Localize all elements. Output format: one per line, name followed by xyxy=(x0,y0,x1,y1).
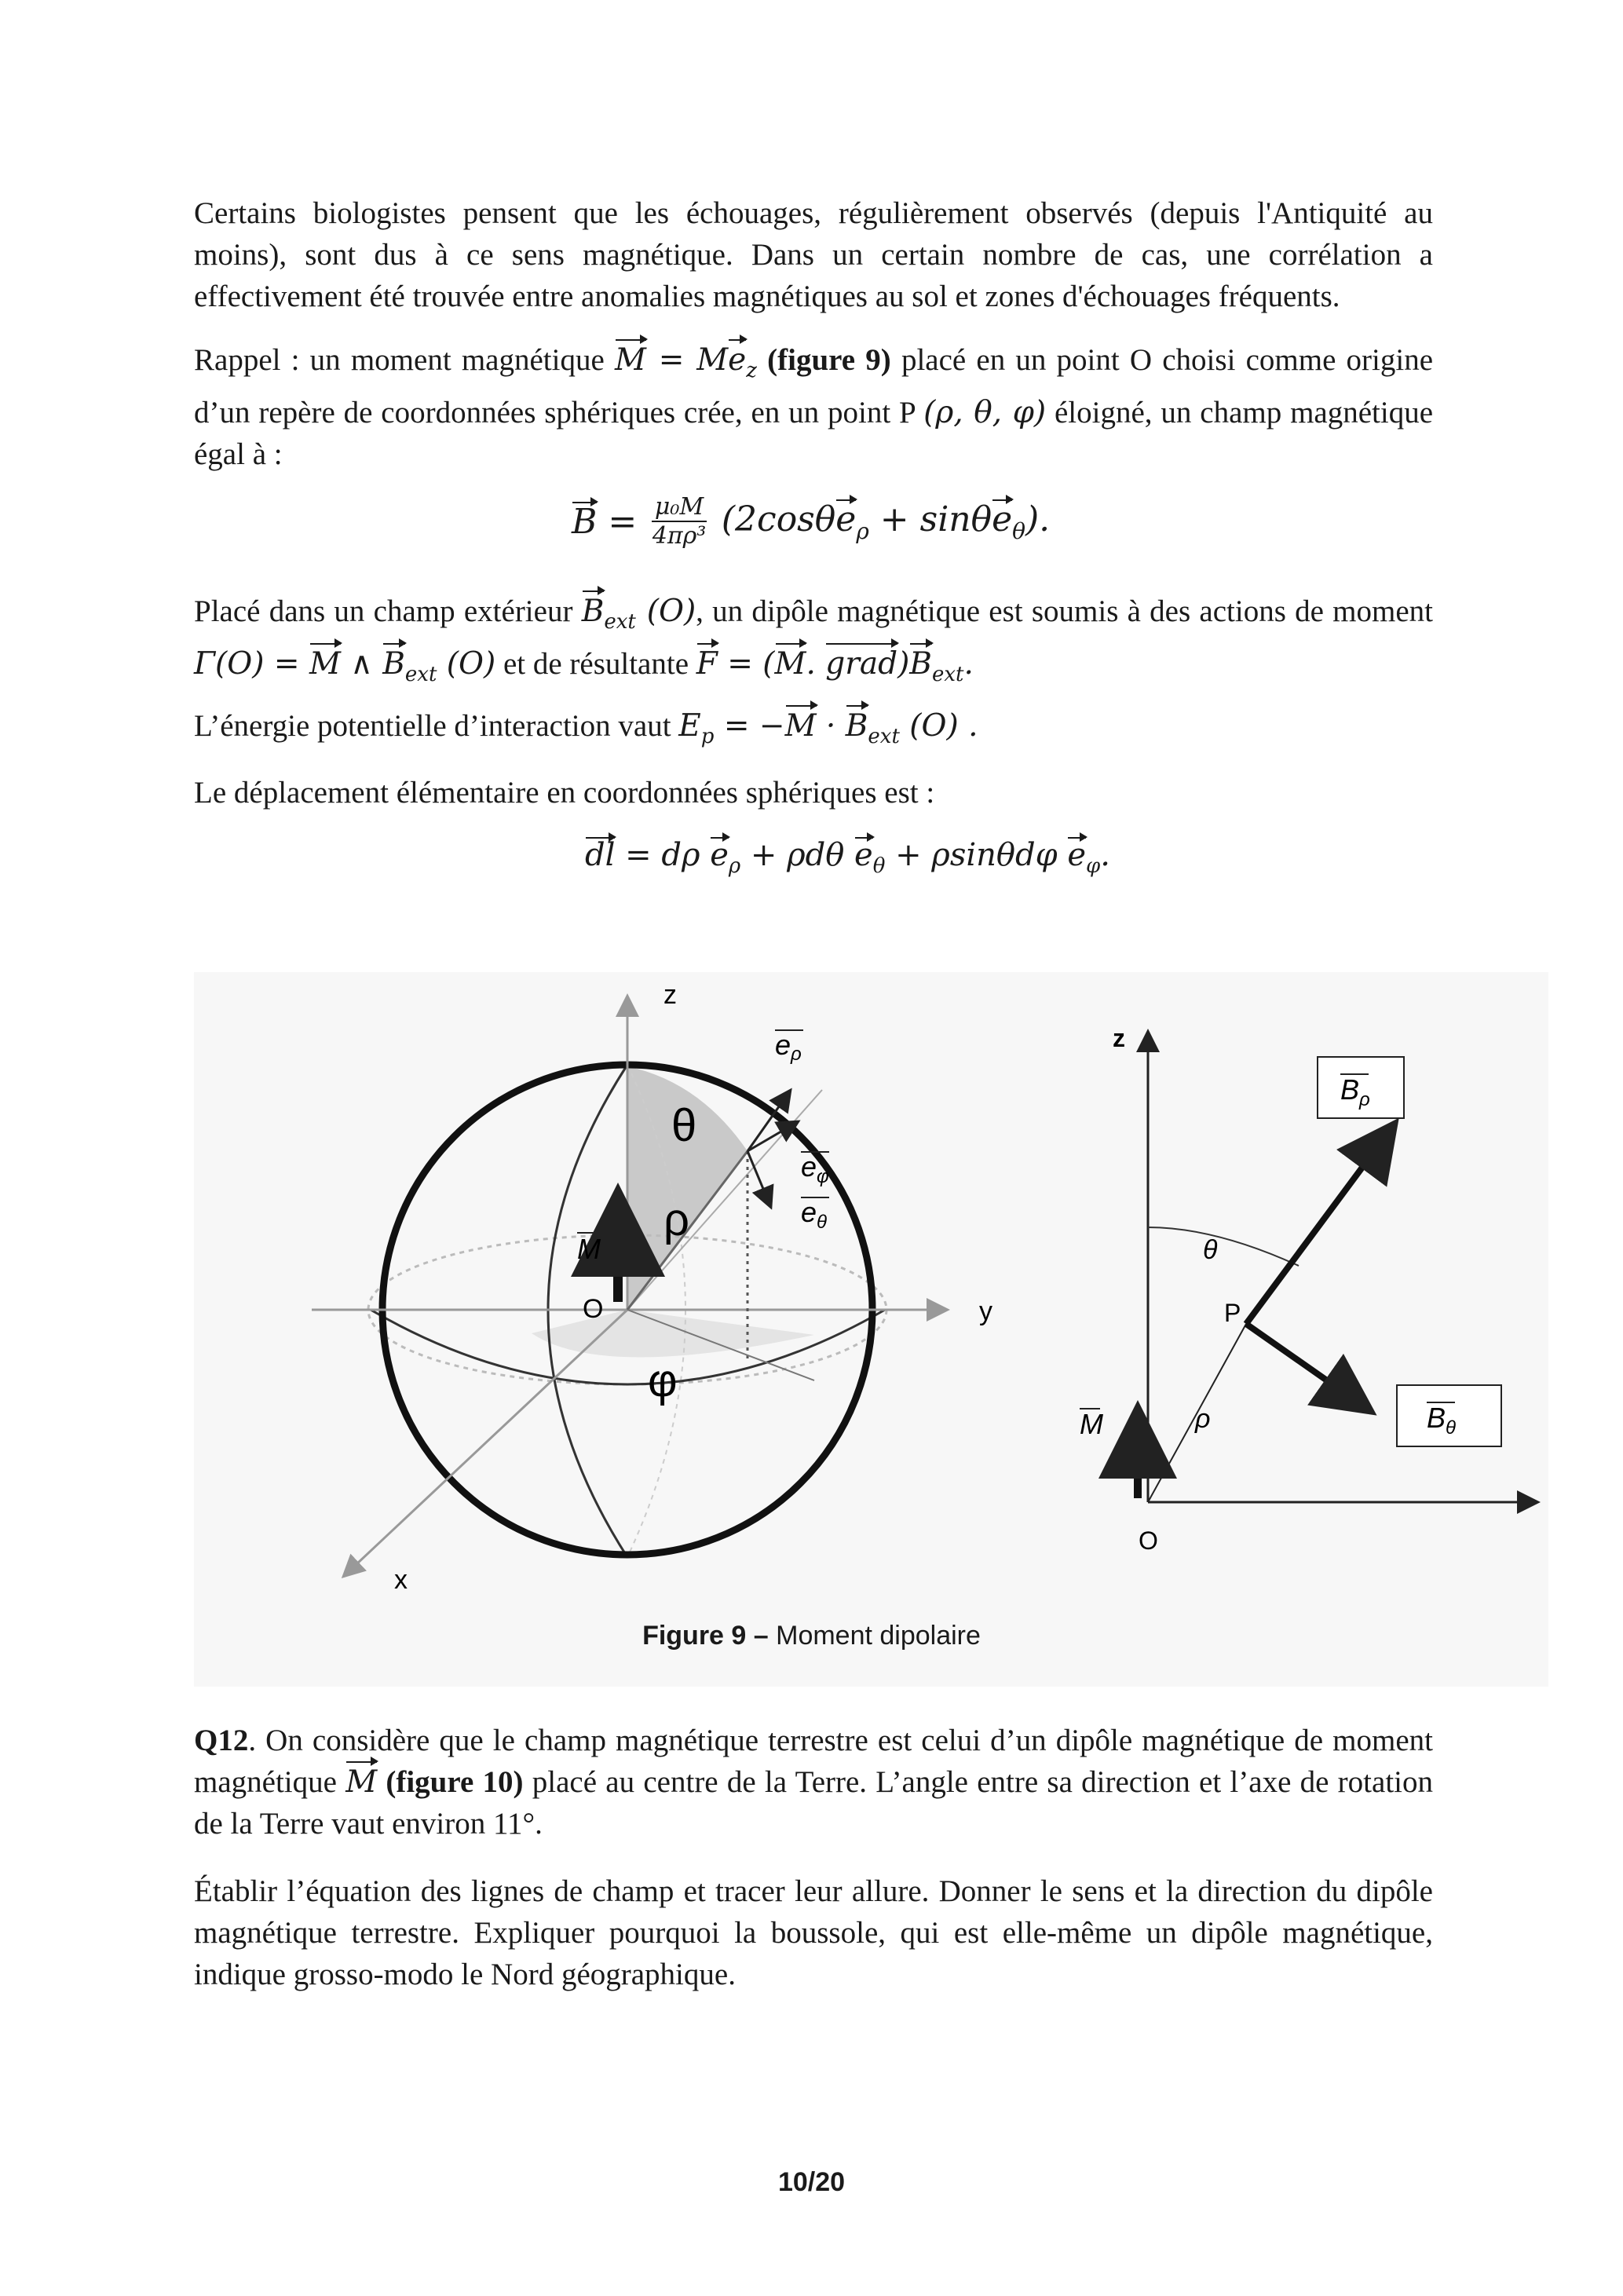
field-equation: B = $\frac{\text{μ₀M}}{\text{4πρ³}}$ (2cosθe$_\rho$ + sinθe$_\theta$). xyxy=(572,493,1051,550)
e-rho-subscript: ρ xyxy=(791,1044,802,1065)
phi-sector xyxy=(532,1310,814,1358)
figure-9-diagram xyxy=(194,972,1548,1687)
paragraph-instructions: Établir l’équation des lignes de champ et tracer leur allure. Donner le sens et la direction du dipôle magnétique terrestre. Expliquer pourquoi la boussole, qui est elle-même un dipôle magnétique, indique grosso-modo le Nord géographique. xyxy=(194,1874,1433,1991)
left-y-label: y xyxy=(979,1296,992,1326)
question-12: Q12. On considère que le champ magnétique terrestre est celui d’un dipôle magnétique de moment magnétique M (figure 10) placé au centre de la Terre. L’angle entre sa direction et l’axe de rotation de la Terre vaut environ 11°. xyxy=(194,1724,1433,1841)
b-rho-label: B xyxy=(1340,1073,1360,1106)
point-p-label: P xyxy=(1224,1299,1241,1327)
paragraph-displacement: Le déplacement élémentaire en coordonnées sphériques est : xyxy=(194,776,935,810)
e-phi-arrow xyxy=(748,1121,799,1151)
e-phi-subscript: φ xyxy=(817,1166,829,1187)
right-z-label: z xyxy=(1113,1024,1125,1052)
e-phi-label: e xyxy=(801,1150,817,1183)
paragraph-strandings: Certains biologistes pensent que les échouages, régulièrement observés (depuis l'Antiquité au moins), sont dus à ce sens magnétique. Dans un certain nombre de cas, une corrélation a effectivement été trouvée entre anomalies magnétiques au sol et zones d'échouages fréquents. xyxy=(194,196,1433,313)
e-rho-label: e xyxy=(775,1029,791,1061)
figure-9-caption: Figure 9 – Moment dipolaire xyxy=(642,1621,981,1651)
left-z-label: z xyxy=(663,980,677,1010)
b-rho-subscript: ρ xyxy=(1359,1089,1370,1110)
e-theta-label: e xyxy=(801,1196,817,1228)
b-theta-arrow xyxy=(1246,1324,1372,1412)
b-theta-subscript: θ xyxy=(1446,1417,1457,1439)
figure-9 xyxy=(194,972,1548,1687)
page-number: 10/20 xyxy=(777,2167,846,2197)
theta-label: θ xyxy=(671,1100,697,1151)
rho-label: ρ xyxy=(663,1194,689,1245)
sphere-diagram xyxy=(312,980,992,1595)
right-theta-arc xyxy=(1148,1227,1299,1266)
paragraph-reminder: Rappel : un moment magnétique $M = Me_z$ (figure 9) placé en un point O choisi comme origine d’un repère de coordonnées sphériques crée, en un point P (ρ, θ, φ) éloigné, un champ magnétique égal à : xyxy=(194,339,1433,475)
left-origin-label: O xyxy=(583,1294,604,1324)
e-theta-arrow xyxy=(748,1151,771,1208)
right-theta-label: θ xyxy=(1203,1235,1218,1265)
b-theta-label: B xyxy=(1427,1402,1446,1434)
left-x-label: x xyxy=(394,1565,408,1595)
b-rho-arrow xyxy=(1246,1123,1395,1324)
e-theta-subscript: θ xyxy=(817,1212,828,1233)
phi-label: φ xyxy=(648,1355,678,1406)
right-m-label: M xyxy=(1080,1408,1103,1440)
right-rho-label: ρ xyxy=(1195,1404,1211,1434)
left-m-label: M xyxy=(577,1233,601,1265)
dipole-field-diagram xyxy=(1080,1024,1538,1555)
dl-equation: dl = dρ $e_\rho + \rho d\theta$ $e_\theta + \rho\sin\theta d\varphi$ $e_\varphi$. xyxy=(585,837,1110,878)
right-origin-label: O xyxy=(1139,1526,1158,1555)
paragraph-dipole-actions: Placé dans un champ extérieur $B_{ext}$ (O), un dipôle magnétique est soumis à des actions de moment Γ(O) = M ∧ $B_{ext}$ (O) et de résultante F = (M. $grad)B_{ext}$. xyxy=(194,590,1433,696)
paragraph-energy: L’énergie potentielle d’interaction vaut $E_p = -M \cdot B_{ext}$ (O) . xyxy=(194,705,1433,758)
